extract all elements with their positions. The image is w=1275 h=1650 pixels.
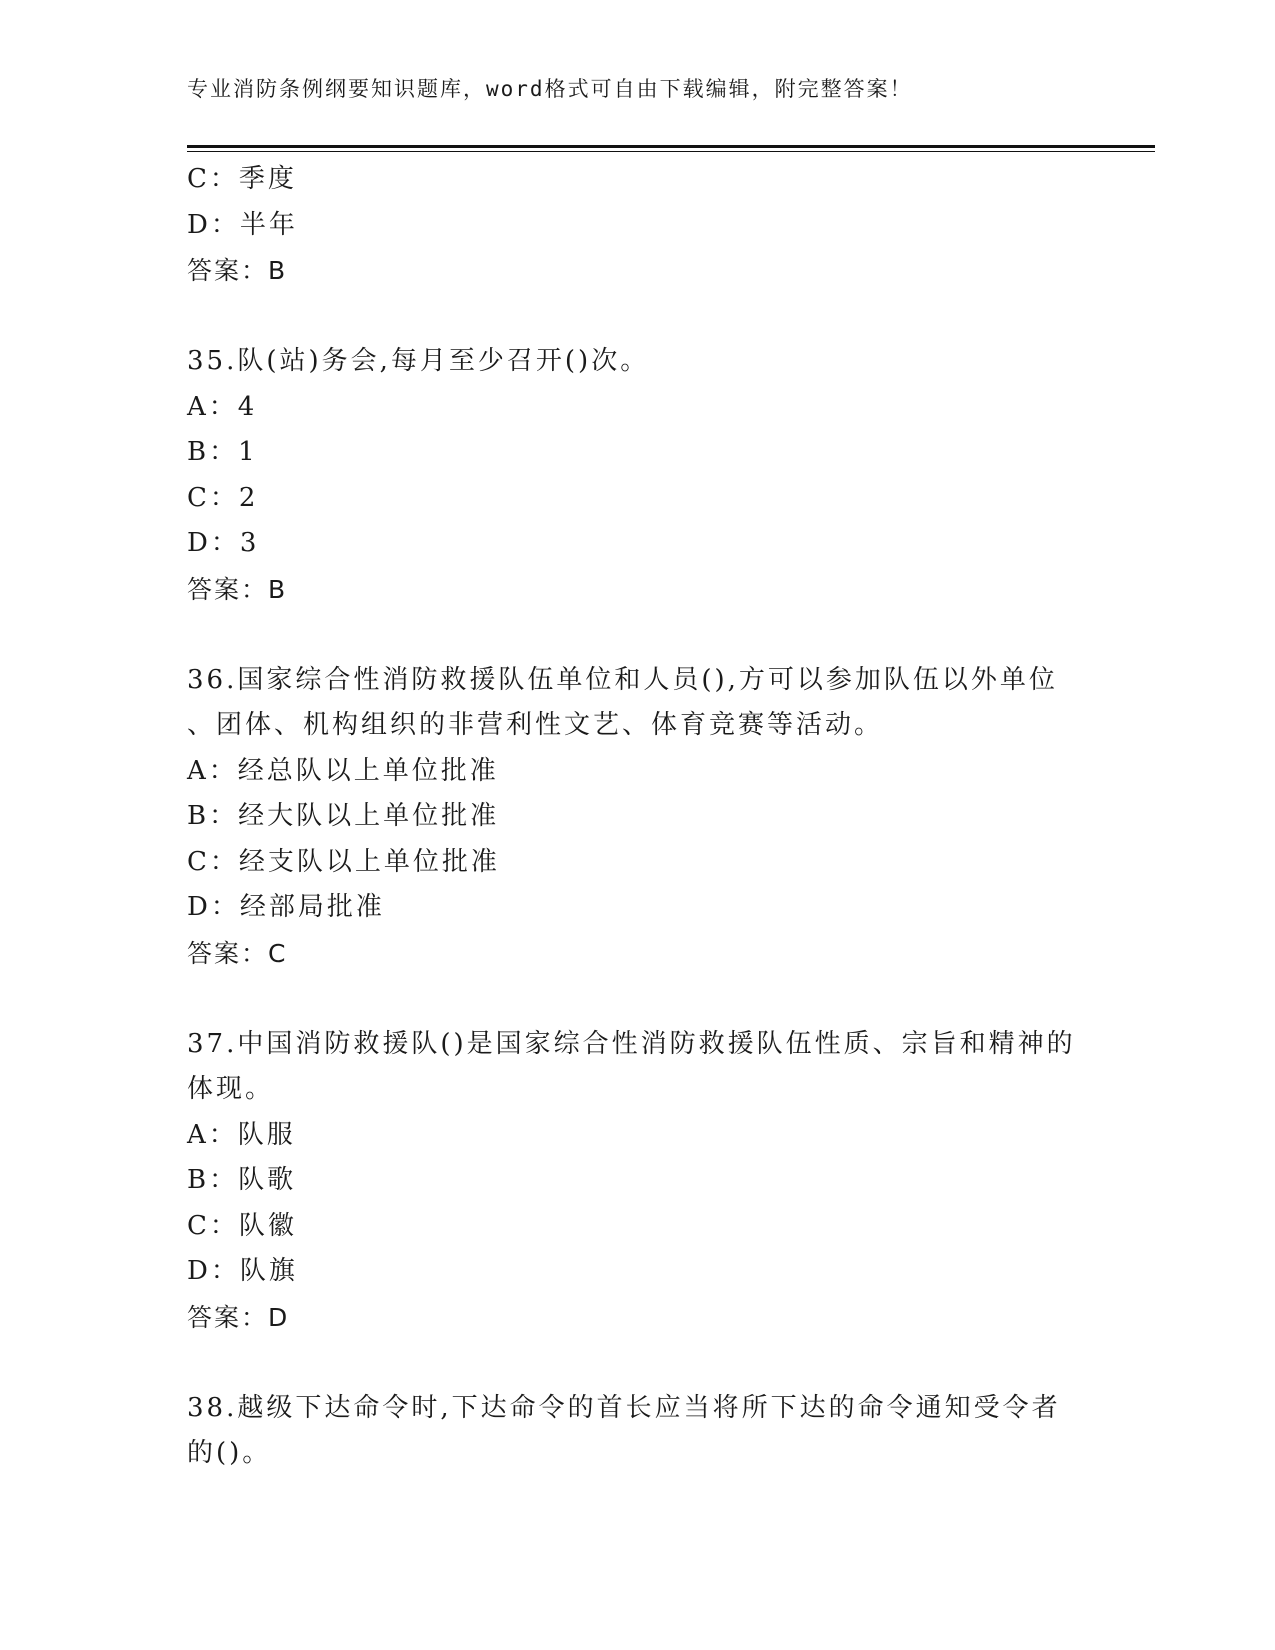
question-block-37	[187, 1022, 1087, 1341]
option-d: D：3	[187, 528, 260, 558]
option-b: B：经大队以上单位批准	[187, 801, 500, 831]
question-stem: 37.中国消防救援队()是国家综合性消防救援队伍性质、宗旨和精神的	[187, 1028, 1076, 1059]
header-rule-thin	[187, 151, 1155, 152]
option-b: B：队歌	[187, 1165, 297, 1195]
question-block-38	[187, 1386, 1087, 1477]
option-d: D：经部局批准	[187, 892, 385, 922]
answer-line: 答案：C	[187, 938, 288, 968]
option-c: C：经支队以上单位批准	[187, 846, 500, 877]
question-block-34	[187, 157, 1087, 294]
answer-line: 答案：D	[187, 1302, 290, 1332]
answer-line: 答案：B	[187, 256, 288, 285]
spacer	[187, 1340, 1087, 1386]
option-d: D：队旗	[187, 1256, 298, 1286]
option-b: B：1	[187, 437, 258, 467]
question-stem: 38.越级下达命令时,下达命令的首长应当将所下达的命令通知受令者	[187, 1392, 1061, 1423]
spacer	[187, 612, 1087, 658]
question-stem-continued: 的()。	[187, 1438, 272, 1468]
answer-line: 答案：B	[187, 574, 288, 604]
question-stem: 35.队(站)务会,每月至少召开()次。	[187, 346, 650, 376]
option-c: C：2	[187, 482, 259, 513]
option-d: D：半年	[187, 209, 298, 240]
option-c: C：季度	[187, 164, 297, 194]
option-a: A：队服	[187, 1119, 296, 1150]
option-a: A：4	[187, 391, 258, 422]
question-block-36	[187, 658, 1087, 977]
header-rule-thick	[187, 145, 1155, 148]
question-block-35	[187, 339, 1087, 612]
option-a: A：经总队以上单位批准	[187, 755, 499, 786]
option-c: C：队徽	[187, 1210, 297, 1241]
page-header: 专业消防条例纲要知识题库，word格式可自由下载编辑，附完整答案！	[187, 77, 913, 101]
question-stem-continued: 体现。	[187, 1074, 275, 1104]
spacer	[187, 294, 1087, 340]
question-stem: 36.国家综合性消防救援队伍单位和人员(),方可以参加队伍以外单位	[187, 664, 1058, 695]
question-stem-continued: 、团体、机构组织的非营利性文艺、体育竞赛等活动。	[187, 710, 884, 740]
question-list	[187, 157, 1087, 1477]
spacer	[187, 976, 1087, 1022]
